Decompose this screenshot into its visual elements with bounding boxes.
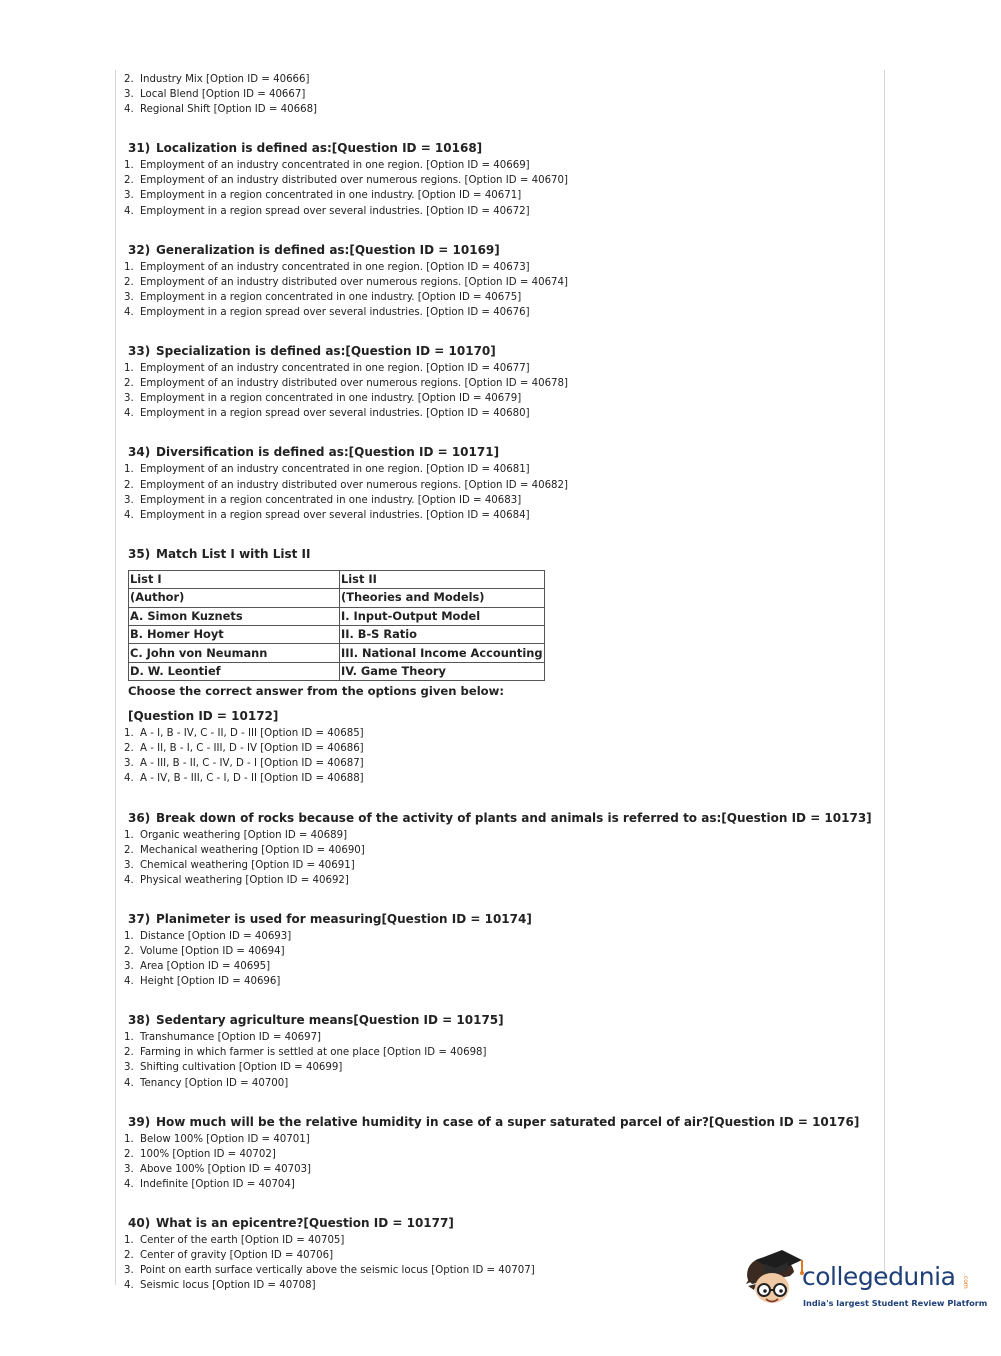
option: 3. Employment in a region concentrated in one industry. [Option ID = 40671] — [124, 190, 522, 202]
option: 3. Chemical weathering [Option ID = 40691] — [124, 859, 355, 871]
table-cell: (Theories and Models) — [340, 589, 545, 607]
question-title: 32) Generalization is defined as:[Question ID = 10169] — [128, 242, 500, 257]
question-31 — [124, 140, 879, 218]
option: 2. Center of gravity [Option ID = 40706] — [124, 1250, 334, 1262]
option: 1. Employment of an industry concentrated in one region. [Option ID = 40677] — [124, 363, 530, 375]
question-title: 40) What is an epicentre?[Question ID = 10177] — [128, 1216, 454, 1230]
question-title: 35) Match List I with List II — [128, 546, 311, 561]
option: 4. Height [Option ID = 40696] — [124, 976, 281, 988]
table-cell: C. John von Neumann — [129, 644, 340, 662]
brand-name: collegedunia — [802, 1262, 956, 1291]
option: 4. A - IV, B - III, C - I, D - II [Option ID = 40688] — [124, 773, 364, 785]
question-32 — [124, 242, 879, 320]
option: 4. Regional Shift [Option ID = 40668] — [124, 104, 318, 116]
question-36 — [124, 810, 879, 888]
table-cell: List I — [129, 570, 340, 588]
question-title: 33) Specialization is defined as:[Question ID = 10170] — [128, 344, 496, 359]
table-cell: III. National Income Accounting — [340, 644, 545, 662]
table-row — [129, 570, 545, 588]
question-title: 37) Planimeter is used for measuring[Question ID = 10174] — [128, 911, 532, 926]
question-39 — [124, 1114, 879, 1192]
option: 1. Transhumance [Option ID = 40697] — [124, 1032, 322, 1044]
table-row — [129, 662, 545, 680]
table-cell: D. W. Leontief — [129, 662, 340, 680]
option: 3. Shifting cultivation [Option ID = 40699] — [124, 1062, 343, 1074]
option: 2. Employment of an industry distributed over numerous regions. [Option ID = 40678] — [124, 378, 568, 390]
option: 4. Physical weathering [Option ID = 40692] — [124, 874, 349, 886]
option: 2. Volume [Option ID = 40694] — [124, 945, 285, 957]
option: 2. Employment of an industry distributed over numerous regions. [Option ID = 40670] — [124, 175, 568, 187]
option: 3. Above 100% [Option ID = 40703] — [124, 1163, 312, 1175]
option: 4. Employment in a region spread over several industries. [Option ID = 40672] — [124, 205, 530, 217]
option: 2. Employment of an industry distributed over numerous regions. [Option ID = 40682] — [124, 479, 568, 491]
option: 2. A - II, B - I, C - III, D - IV [Option ID = 40686] — [124, 743, 364, 755]
option: 1. Center of the earth [Option ID = 40705] — [124, 1235, 345, 1246]
question-38 — [124, 1012, 879, 1090]
option: 3. Employment in a region concentrated in one industry. [Option ID = 40675] — [124, 291, 522, 303]
option: 3. Employment in a region concentrated in one industry. [Option ID = 40679] — [124, 393, 522, 405]
option: 2. Mechanical weathering [Option ID = 40690] — [124, 844, 365, 856]
option: 4. Seismic locus [Option ID = 40708] — [124, 1280, 316, 1292]
option: 3. Point on earth surface vertically above the seismic locus [Option ID = 40707] — [124, 1265, 535, 1277]
collegedunia-logo — [742, 1248, 988, 1328]
option: 3. Area [Option ID = 40695] — [124, 961, 271, 973]
table-cell: IV. Game Theory — [340, 662, 545, 680]
option: 1. Employment of an industry concentrated in one region. [Option ID = 40669] — [124, 160, 530, 172]
option: 4. Employment in a region spread over several industries. [Option ID = 40684] — [124, 509, 530, 521]
question-title: 36) Break down of rocks because of the activity of plants and animals is referred to as:[Question ID = 10173] — [128, 810, 872, 825]
option: 3. A - III, B - II, C - IV, D - I [Option ID = 40687] — [124, 758, 364, 770]
table-row — [129, 625, 545, 643]
match-table — [128, 570, 545, 681]
question-paper — [124, 72, 879, 1293]
option: 3. Employment in a region concentrated in one industry. [Option ID = 40683] — [124, 494, 522, 506]
table-cell: B. Homer Hoyt — [129, 625, 340, 643]
option: 2. Employment of an industry distributed over numerous regions. [Option ID = 40674] — [124, 276, 568, 288]
table-row — [129, 589, 545, 607]
right-margin-rule — [884, 70, 885, 1285]
brand-tagline: India's largest Student Review Platform — [803, 1298, 988, 1308]
question-33 — [124, 343, 879, 421]
question-title: 31) Localization is defined as:[Question ID = 10168] — [128, 141, 483, 156]
option: 2. Farming in which farmer is settled at one place [Option ID = 40698] — [124, 1047, 487, 1059]
question-id: [Question ID = 10172] — [128, 709, 279, 724]
option: 1. Employment of an industry concentrated in one region. [Option ID = 40673] — [124, 261, 530, 273]
table-row — [129, 644, 545, 662]
table-cell: A. Simon Kuznets — [129, 607, 340, 625]
left-margin-rule — [115, 70, 116, 1285]
option: 1. Organic weathering [Option ID = 40689] — [124, 829, 348, 841]
question-37 — [124, 911, 879, 989]
option: 4. Employment in a region spread over several industries. [Option ID = 40676] — [124, 306, 530, 318]
question-title: 34) Diversification is defined as:[Question ID = 10171] — [128, 445, 500, 460]
option: 4. Employment in a region spread over several industries. [Option ID = 40680] — [124, 408, 530, 420]
table-cell: List II — [340, 570, 545, 588]
option: 1. Below 100% [Option ID = 40701] — [124, 1133, 310, 1145]
option: 2. 100% [Option ID = 40702] — [124, 1148, 276, 1160]
intro-options — [124, 72, 879, 117]
option: 1. Employment of an industry concentrated in one region. [Option ID = 40681] — [124, 464, 530, 476]
table-cell: (Author) — [129, 589, 340, 607]
option: 1. Distance [Option ID = 40693] — [124, 930, 292, 942]
table-cell: I. Input-Output Model — [340, 607, 545, 625]
mascot-icon — [742, 1250, 804, 1312]
option: 4. Tenancy [Option ID = 40700] — [124, 1077, 289, 1089]
instruction-text: Choose the correct answer from the options given below: — [128, 684, 504, 699]
question-34 — [124, 444, 879, 522]
question-35 — [124, 546, 879, 787]
question-title: 39) How much will be the relative humidity in case of a super saturated parcel of air?[Question ID = 10176] — [128, 1114, 860, 1129]
brand-suffix: .com — [962, 1274, 969, 1289]
option: 3. Local Blend [Option ID = 40667] — [124, 89, 306, 101]
option: 4. Indefinite [Option ID = 40704] — [124, 1178, 295, 1190]
table-cell: II. B-S Ratio — [340, 625, 545, 643]
option: 1. A - I, B - IV, C - II, D - III [Option ID = 40685] — [124, 728, 364, 740]
table-row — [129, 607, 545, 625]
question-title: 38) Sedentary agriculture means[Question ID = 10175] — [128, 1013, 504, 1028]
option: 2. Industry Mix [Option ID = 40666] — [124, 74, 310, 85]
